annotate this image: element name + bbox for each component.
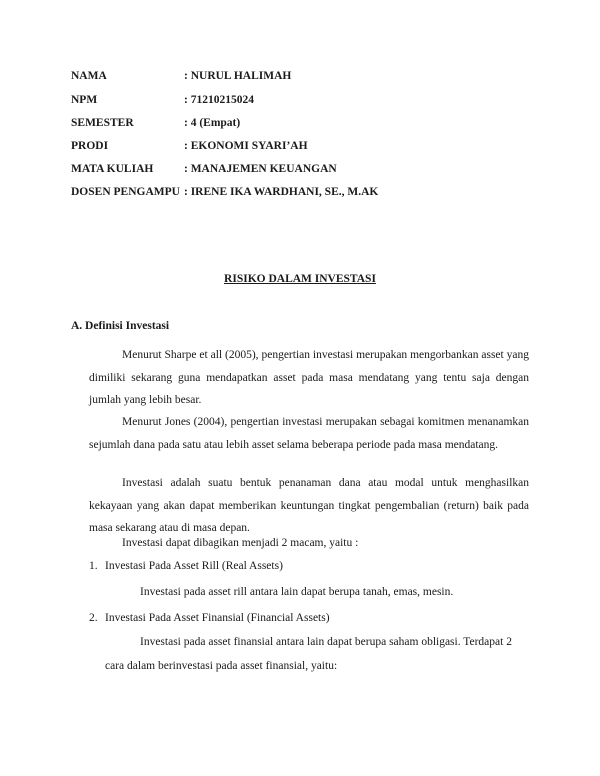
info-label: MATA KULIAH: [71, 163, 154, 175]
list-item-description: Investasi pada asset rill antara lain dapat berupa tanah, emas, mesin.: [140, 586, 454, 598]
info-row-dosen-pengampu: [71, 186, 378, 198]
paragraph-sharpe: Menurut Sharpe et all (2005), pengertian investasi merupakan mengorbankan asset yang dimiliki sekarang guna mendapatkan asset pada masa mendatang yang tentu saja dengan jumlah yang lebih besar.: [89, 349, 529, 406]
info-value: : NURUL HALIMAH: [184, 70, 292, 82]
paragraph-definisi: Investasi adalah suatu bentuk penanaman dana atau modal untuk menghasilkan kekayaan yang akan dapat memberikan keuntungan tingkat pengembalian (return) baik pada masa sekarang atau di masa depan.: [89, 477, 529, 534]
list-intro: Investasi dapat dibagikan menjadi 2 macam, yaitu :: [122, 537, 359, 549]
info-label: DOSEN PENGAMPU: [71, 186, 180, 198]
list-item: [89, 612, 330, 624]
paragraph-jones: Menurut Jones (2004), pengertian investasi merupakan sebagai komitmen menanamkan sejumlah dana pada satu atau lebih asset selama beberapa periode pada masa mendatang.: [89, 416, 529, 451]
list-item-label: Investasi Pada Asset Rill (Real Assets): [105, 560, 283, 572]
info-row-nama: [71, 70, 291, 82]
info-value: : EKONOMI SYARI’AH: [184, 140, 308, 152]
list-item: [89, 560, 283, 572]
info-row-semester: [71, 117, 240, 129]
info-row-npm: [71, 94, 254, 106]
info-row-mata-kuliah: [71, 163, 337, 175]
info-value: : 4 (Empat): [184, 117, 241, 129]
section-heading: A. Definisi Investasi: [71, 320, 170, 332]
info-value: : MANAJEMEN KEUANGAN: [184, 163, 337, 175]
info-value: : 71210215024: [184, 94, 254, 106]
document-title: RISIKO DALAM INVESTASI: [224, 273, 376, 285]
list-item-label: Investasi Pada Asset Finansial (Financial Assets): [105, 612, 330, 624]
info-value: : IRENE IKA WARDHANI, SE., M.AK: [184, 186, 379, 198]
info-label: SEMESTER: [71, 117, 134, 129]
info-label: NAMA: [71, 70, 107, 82]
list-item-description-continued: cara dalam berinvestasi pada asset finansial, yaitu:: [105, 660, 338, 672]
info-label: NPM: [71, 94, 98, 106]
list-item-description: Investasi pada asset finansial antara lain dapat berupa saham obligasi. Terdapat 2: [140, 636, 512, 648]
list-number: 2.: [89, 612, 98, 624]
list-number: 1.: [89, 560, 98, 572]
info-label: PRODI: [71, 140, 109, 152]
info-row-prodi: [71, 140, 308, 152]
